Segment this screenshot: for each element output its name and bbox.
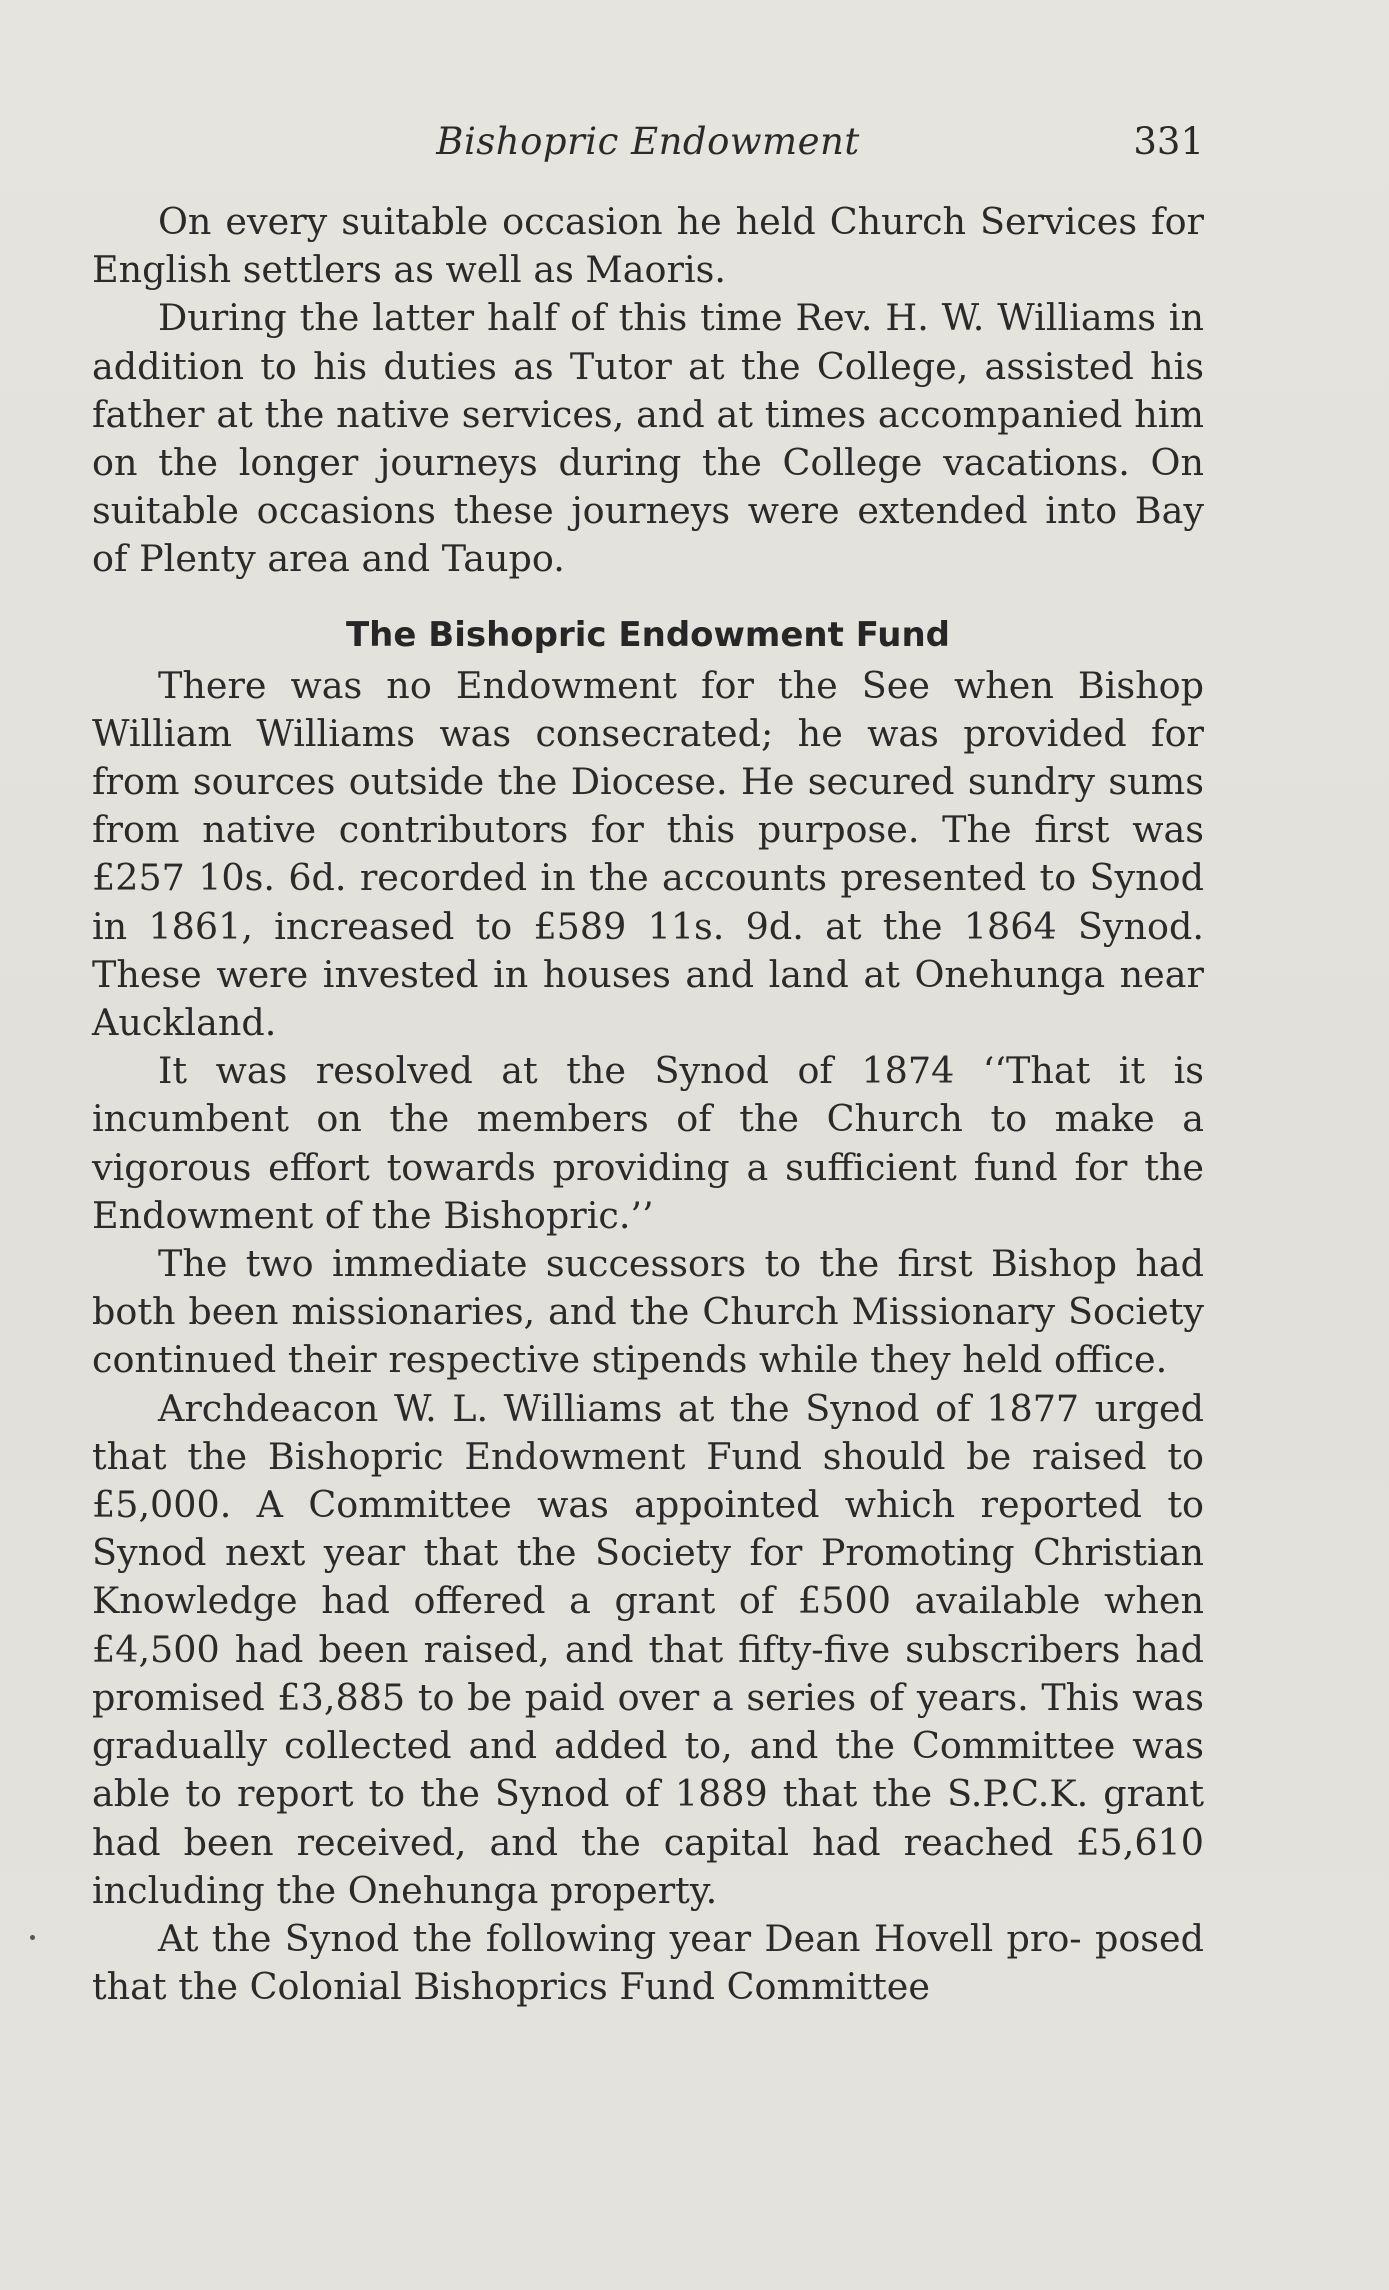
- paragraph: On every suitable occasion he held Church Services for English settlers as well as Maoris.: [92, 200, 1204, 292]
- paragraph: During the latter half of this time Rev. H. W. Williams in addition to his duties as Tutor at the College, assisted his father at the native services, and at times accompanied him on the longer journeys during the College vacations. On suitable occasions these journeys were extended into Bay of Plenty area and Taupo.: [92, 296, 1204, 581]
- page-number: 331: [1133, 120, 1204, 163]
- margin-speck: [30, 1935, 35, 1940]
- paragraph: The two immediate successors to the first Bishop had both been missionaries, and the Church Missionary Society continued their respective stipends while they held office.: [92, 1242, 1204, 1382]
- running-title: Bishopric Endowment: [436, 120, 860, 163]
- body-text: [92, 198, 1204, 2011]
- paragraph: There was no Endowment for the See when Bishop William Williams was consecrated; he was provided for from sources outside the Diocese. He secured sundry sums from native contributors for this purpose. The first was £257 10s. 6d. recorded in the accounts presented to Synod in 1861, increased to £589 11s. 9d. at the 1864 Synod. These were invested in houses and land at Onehunga near Auckland.: [92, 663, 1204, 1045]
- paragraph: It was resolved at the Synod of 1874 ‘‘That it is incumbent on the members of the Church to make a vigorous effort towards providing a sufficient fund for the Endowment of the Bishopric.’’: [92, 1049, 1204, 1237]
- paragraph: At the Synod the following year Dean Hovell pro- posed that the Colonial Bishoprics Fund Committee: [92, 1916, 1204, 2009]
- paragraph: Archdeacon W. L. Williams at the Synod of 1877 urged that the Bishopric Endowment Fund should be raised to £5,000. A Committee was appointed which reported to Synod next year that the Society for Promoting Christian Knowledge had offered a grant of £500 available when £4,500 had been raised, and that fifty-five subscribers had promised £3,885 to be paid over a series of years. This was gradually collected and added to, and the Committee was able to report to the Synod of 1889 that the S.P.C.K. grant had been received, and the capital had reached £5,610 including the Onehunga property.: [92, 1386, 1204, 1912]
- page-header: [92, 114, 1204, 170]
- section-heading: The Bishopric Endowment Fund: [345, 614, 950, 655]
